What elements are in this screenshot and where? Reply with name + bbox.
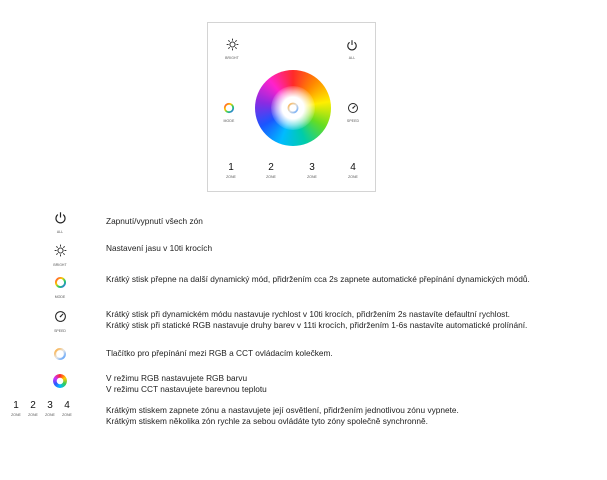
panel-power-button[interactable] xyxy=(345,38,359,60)
panel-mode-button[interactable] xyxy=(222,101,236,123)
legend-zone-2-number: 2 xyxy=(30,400,36,411)
speed-icon xyxy=(54,310,67,323)
legend-zones-text-1: Krátkým stiskem zapnete zónu a nastavujete její osvětlení, přidržením jednotlivou zónu vypnete. xyxy=(106,405,459,415)
legend-wheel xyxy=(50,374,70,388)
panel-power-label: ALL xyxy=(348,56,356,60)
legend-rgb-cct-text: Tlačítko pro přepínání mezi RGB a CCT ovládacím kolečkem. xyxy=(106,348,333,358)
touch-panel xyxy=(207,22,376,192)
power-icon xyxy=(346,39,358,51)
legend-power-icon-label: ALL xyxy=(56,230,64,234)
panel-zone-4-label: ZONE xyxy=(348,175,358,179)
legend-power xyxy=(50,211,70,234)
panel-zone-3-number[interactable]: 3 xyxy=(309,162,315,173)
color-wheel-icon xyxy=(53,374,67,388)
legend-speed xyxy=(50,310,70,333)
panel-zone-2-number[interactable]: 2 xyxy=(268,162,274,173)
brightness-icon xyxy=(54,244,67,257)
legend-zone-2-label: ZONE xyxy=(28,413,38,417)
legend-zone-4-label: ZONE xyxy=(62,413,72,417)
legend-zones-text-2: Krátkým stiskem několika zón rychle za sebou ovládáte tyto zóny společně synchronně. xyxy=(106,416,428,426)
legend-mode-text: Krátký stisk přepne na další dynamický mód, přidržením cca 2s zapnete automatické přepínání dynamických módů. xyxy=(106,274,530,284)
legend-zone-4-number: 4 xyxy=(64,400,70,411)
legend-wheel-text-2: V režimu CCT nastavujete barevnou teplotu xyxy=(106,384,267,394)
legend-mode xyxy=(50,276,70,299)
color-wheel[interactable] xyxy=(255,70,331,146)
mode-icon xyxy=(54,276,67,289)
legend-rgb-cct xyxy=(50,347,70,366)
speed-icon xyxy=(347,102,359,114)
panel-brightness-button[interactable] xyxy=(225,38,239,60)
panel-zone-1-number[interactable]: 1 xyxy=(228,162,234,173)
legend-brightness-text: Nastavení jasu v 10ti krocích xyxy=(106,243,213,253)
legend-zone-1-label: ZONE xyxy=(11,413,21,417)
panel-zone-3-label: ZONE xyxy=(307,175,317,179)
panel-zone-2-label: ZONE xyxy=(266,175,276,179)
panel-speed-button[interactable] xyxy=(346,101,360,123)
brightness-icon xyxy=(226,38,239,51)
legend-speed-icon-label: SPEED xyxy=(54,329,66,333)
legend-zone-1-number: 1 xyxy=(13,400,19,411)
legend-brightness xyxy=(50,244,70,267)
panel-zone-4-number[interactable]: 4 xyxy=(350,162,356,173)
panel-brightness-label: BRIGHT xyxy=(225,56,239,60)
legend-mode-icon-label: MODE xyxy=(54,295,66,299)
legend-brightness-icon-label: BRIGHT xyxy=(53,263,67,267)
legend-power-text: Zapnutí/vypnutí všech zón xyxy=(106,216,203,226)
legend-zone-3-label: ZONE xyxy=(45,413,55,417)
panel-mode-label: MODE xyxy=(223,119,235,123)
legend-speed-text-1: Krátký stisk při dynamickém módu nastavuje rychlost v 10ti krocích, přidržením 2s nastavíte defaultní rychlost. xyxy=(106,309,510,319)
mode-icon xyxy=(223,102,235,114)
legend-wheel-text-1: V režimu RGB nastavujete RGB barvu xyxy=(106,373,248,383)
panel-speed-label: SPEED xyxy=(346,119,360,123)
rgb-cct-toggle-icon xyxy=(53,347,67,361)
legend-zone-3-number: 3 xyxy=(47,400,53,411)
rgb-cct-toggle-icon[interactable] xyxy=(286,101,300,115)
power-icon xyxy=(54,211,67,224)
legend-speed-text-2: Krátký stisk při statické RGB nastavuje druhy barev v 11ti krocích, přidržením 1-6s nastavíte automatické prolínání. xyxy=(106,320,528,330)
panel-zone-1-label: ZONE xyxy=(226,175,236,179)
